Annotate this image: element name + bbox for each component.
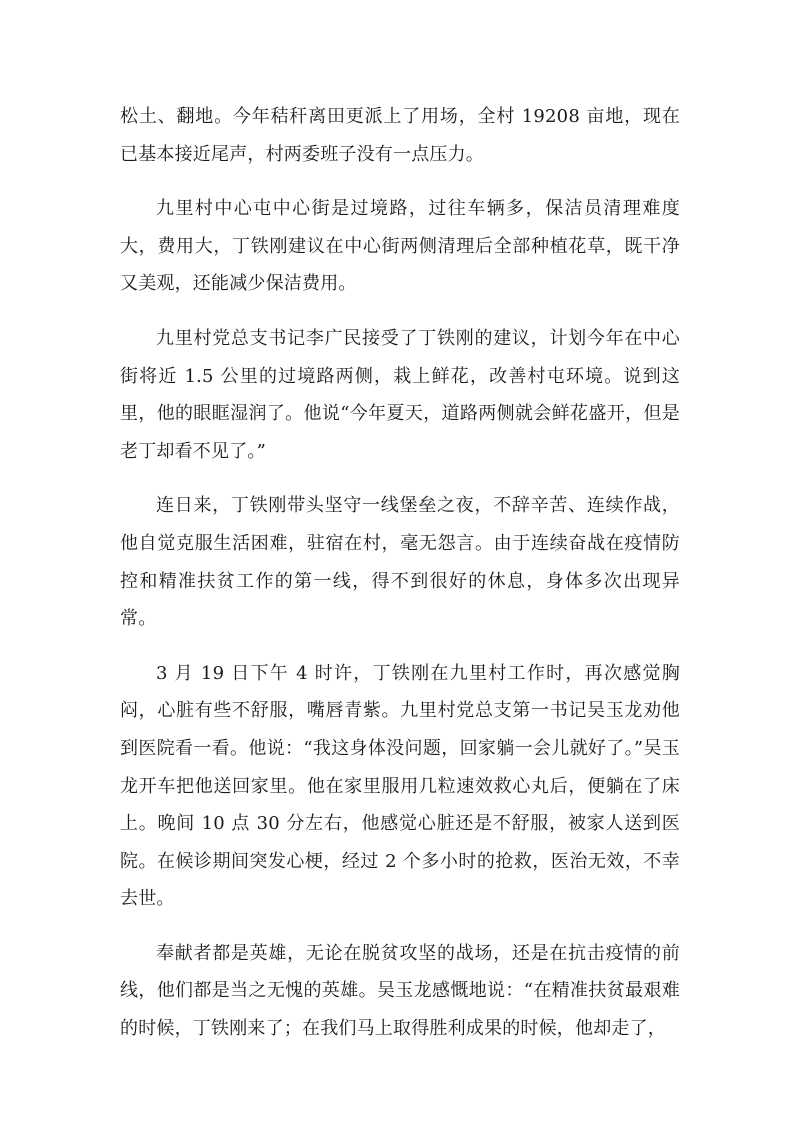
paragraph-4: 连日来，丁铁刚带头坚守一线堡垒之夜，不辞辛苦、连续作战，他自觉克服生活困难，驻宿在村，毫无怨言。由于连续奋战在疫情防控和精准扶贫工作的第一线，得不到很好的休息，身体多次出现异常。 <box>120 495 680 630</box>
paragraph-3: 九里村党总支书记李广民接受了丁铁刚的建议，计划今年在中心街将近 1.5 公里的过境路两侧，栽上鲜花，改善村屯环境。说到这里，他的眼眶湿润了。他说“今年夏天，道路两侧就会鲜花盛开，但是老丁却看不见了。” <box>120 327 680 462</box>
paragraph-6: 奉献者都是英雄，无论在脱贫攻坚的战场，还是在抗击疫情的前线，他们都是当之无愧的英雄。吴玉龙感慨地说：“在精准扶贫最艰难的时候，丁铁刚来了；在我们马上取得胜利成果的时候，他却走了， <box>120 942 680 1040</box>
paragraph-2: 九里村中心屯中心街是过境路，过往车辆多，保洁员清理难度大，费用大，丁铁刚建议在中心街两侧清理后全部种植花草，既干净又美观，还能减少保洁费用。 <box>120 198 680 295</box>
article-body <box>120 98 680 1065</box>
paragraph-1: 松土、翻地。今年秸秆离田更派上了用场，全村 19208 亩地，现在已基本接近尾声，村两委班子没有一点压力。 <box>120 106 680 165</box>
paragraph-5: 3 月 19 日下午 4 时许，丁铁刚在九里村工作时，再次感觉胸闷，心脏有些不舒服，嘴唇青紫。九里村党总支第一书记吴玉龙劝他到医院看一看。他说：“我这身体没问题，回家躺一会儿就好了。”吴玉龙开车把他送回家里。他在家里服用几粒速效救心丸后，便躺在了床上。晚间 10 点 30 分左右，他感觉心脏还是不舒服，被家人送到医院。在候诊期间突发心梗，经过 2 个多小时的抢救，医治无效，不幸去世。 <box>120 662 680 910</box>
